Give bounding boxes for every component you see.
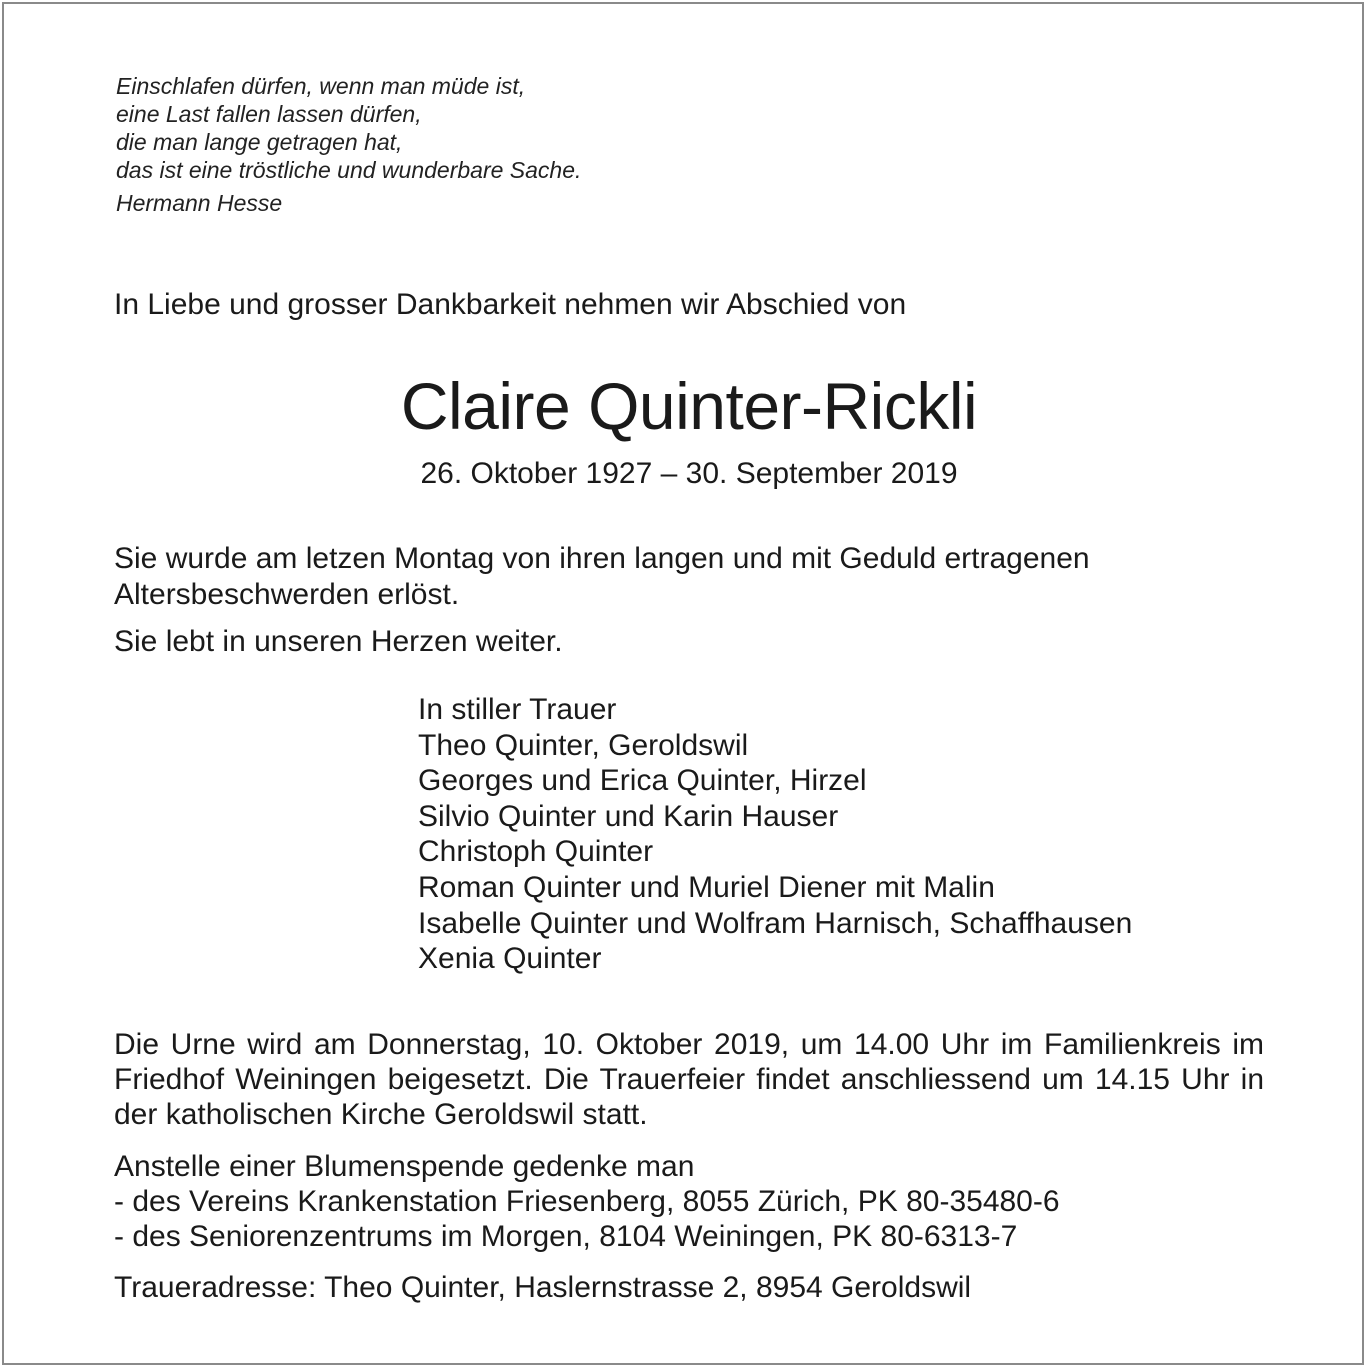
life-dates: 26. Oktober 1927 – 30. September 2019 — [420, 457, 958, 490]
obituary-notice — [2, 2, 1364, 1365]
ceremony-paragraph: Die Urne wird am Donnerstag, 10. Oktober 2019, um 14.00 Uhr im Familienkreis im Friedhof Weiningen beigesetzt. Die Trauerfeier findet anschliessend um 14.15 Uhr in der katholischen Kirche Geroldswil statt. — [114, 1028, 1264, 1131]
donation-item: - des Seniorenzentrums im Morgen, 8104 Weiningen, PK 80-6313-7 — [114, 1220, 1018, 1253]
poem-quote — [116, 72, 581, 217]
deceased-name: Claire Quinter-Rickli — [400, 369, 978, 443]
mourner-entry: Isabelle Quinter und Wolfram Harnisch, Schaffhausen — [418, 906, 1133, 940]
donation-intro: Anstelle einer Blumenspende gedenke man — [114, 1150, 695, 1183]
quote-line: Einschlafen dürfen, wenn man müde ist, — [116, 73, 526, 99]
quote-line: eine Last fallen lassen dürfen, — [116, 101, 422, 127]
mourning-address: Traueradresse: Theo Quinter, Haslernstrasse 2, 8954 Geroldswil — [114, 1271, 972, 1304]
quote-author: Hermann Hesse — [116, 190, 283, 216]
mourner-entry: Silvio Quinter und Karin Hauser — [418, 799, 839, 833]
heart-paragraph: Sie lebt in unseren Herzen weiter. — [114, 625, 563, 658]
release-paragraph: Sie wurde am letzen Montag von ihren langen und mit Geduld ertragenen Altersbeschwerden erlöst. — [114, 542, 1090, 611]
quote-line: das ist eine tröstliche und wunderbare Sache. — [116, 157, 582, 183]
mourner-entry: Xenia Quinter — [418, 942, 602, 976]
mourner-entry: Georges und Erica Quinter, Hirzel — [418, 764, 867, 798]
donation-item: - des Vereins Krankenstation Friesenberg, 8055 Zürich, PK 80-35480-6 — [114, 1185, 1060, 1218]
mourners-heading: In stiller Trauer — [418, 693, 617, 726]
mourners-list — [418, 692, 1132, 977]
quote-line: die man lange getragen hat, — [116, 129, 403, 155]
farewell-intro: In Liebe und grosser Dankbarkeit nehmen wir Abschied von — [114, 288, 907, 321]
mourner-entry: Christoph Quinter — [418, 835, 654, 869]
mourner-entry: Roman Quinter und Muriel Diener mit Malin — [418, 870, 995, 904]
donation-section — [114, 1149, 1060, 1254]
mourner-entry: Theo Quinter, Geroldswil — [418, 728, 749, 762]
